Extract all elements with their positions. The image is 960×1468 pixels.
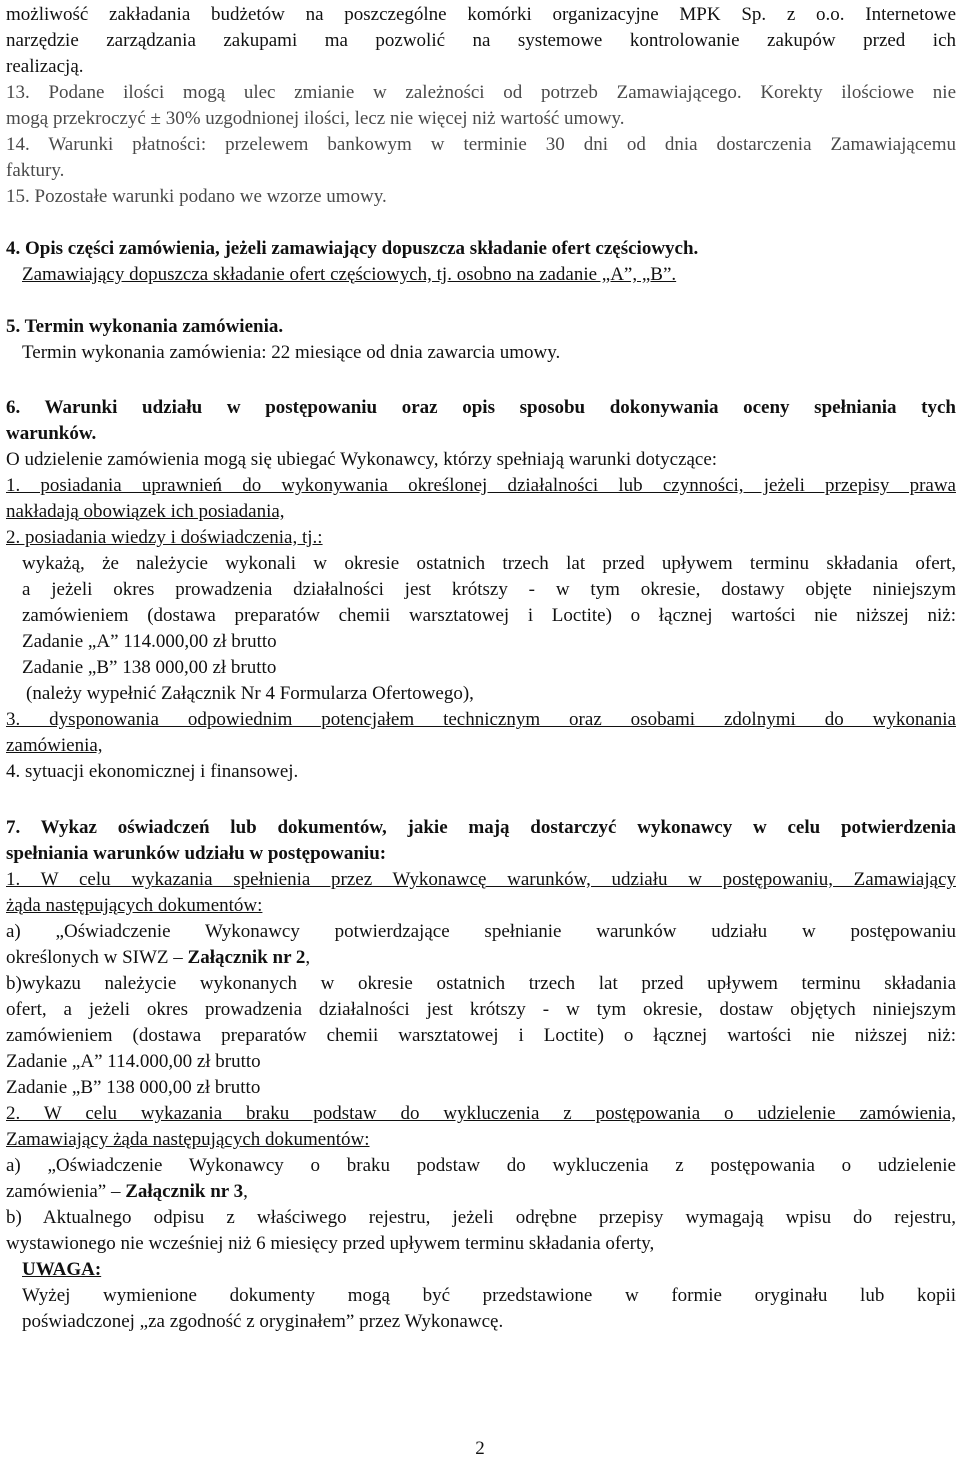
section-7-heading: 7. Wykaz oświadczeń lub dokumentów, jakie mają dostarczyć wykonawcy w celu potwierdzenia	[6, 817, 956, 838]
document-b: b)wykazu należycie wykonanych w okresie ostatnich trzech lat przed upływem terminu składania	[6, 973, 956, 994]
section-6-heading-cont: warunków.	[6, 423, 97, 444]
document-d: b) Aktualnego odpisu z właściwego rejestru, jeżeli odrębne przepisy wymagają wpisu do rejestru,	[6, 1207, 956, 1228]
document-a-text: określonych w SIWZ –	[6, 947, 188, 968]
text-line: 15. Pozostałe warunki podano we wzorze umowy.	[6, 186, 387, 207]
page-number: 2	[475, 1438, 485, 1459]
condition-4: 4. sytuacji ekonomicznej i finansowej.	[6, 761, 299, 782]
section-4-heading: 4. Opis części zamówienia, jeżeli zamawiający dopuszcza składanie ofert częściowych.	[6, 238, 699, 259]
text-line: realizacją.	[6, 56, 84, 77]
document-d-cont: wystawionego nie wcześniej niż 6 miesięcy przed upływem terminu składania oferty,	[6, 1233, 655, 1254]
zadanie-a-value: Zadanie „A” 114.000,00 zł brutto	[6, 1051, 261, 1072]
uwaga-text-cont: poświadczonej „za zgodność z oryginałem” przez Wykonawcę.	[22, 1311, 504, 1332]
condition-2: 2. posiadania wiedzy i doświadczenia, tj.:	[6, 527, 323, 548]
condition-2-text: a jeżeli okres prowadzenia działalności jest krótszy - w tym okresie, dostawy objęte niniejszym	[22, 579, 956, 600]
uwaga-label: UWAGA:	[22, 1259, 102, 1280]
section-5-text: Termin wykonania zamówienia: 22 miesiące od dnia zawarcia umowy.	[22, 342, 561, 363]
text-line: 13. Podane ilości mogą ulec zmianie w zależności od potrzeb Zamawiającego. Korekty ilościowe nie	[6, 82, 956, 103]
text-line: mogą przekroczyć ± 30% uzgodnionej ilości, lecz nie więcej niż wartość umowy.	[6, 108, 625, 129]
attachment-2-ref: Załącznik nr 2	[187, 947, 306, 968]
document-a-cont	[6, 945, 310, 971]
section-7-point-2-cont: Zamawiający żąda następujących dokumentów:	[6, 1129, 370, 1150]
document-c-end: ,	[243, 1181, 248, 1202]
condition-2-text: wykażą, że należycie wykonali w okresie ostatnich trzech lat przed upływem terminu składania ofert,	[22, 553, 956, 574]
document-a: a) „Oświadczenie Wykonawcy potwierdzające spełnianie warunków udziału w postępowaniu	[6, 921, 956, 942]
text-line: 14. Warunki płatności: przelewem bankowym w terminie 30 dni od dnia dostarczenia Zamawiającemu	[6, 134, 956, 155]
section-5-heading: 5. Termin wykonania zamówienia.	[6, 316, 284, 337]
document-c-text: zamówienia” –	[6, 1181, 126, 1202]
uwaga-text: Wyżej wymienione dokumenty mogą być przedstawione w formie oryginału lub kopii	[22, 1285, 956, 1306]
section-6-heading: 6. Warunki udziału w postępowaniu oraz opis sposobu dokonywania oceny spełniania tych	[6, 397, 956, 418]
section-7-point-2: 2. W celu wykazania braku podstaw do wykluczenia z postępowania o udzielenie zamówienia,	[6, 1103, 956, 1124]
document-a-end: ,	[305, 947, 311, 968]
document-c: a) „Oświadczenie Wykonawcy o braku podstaw do wykluczenia z postępowania o udzielenie	[6, 1155, 956, 1176]
document-b-cont: ofert, a jeżeli okres prowadzenia działalności jest krótszy - w tym okresie, dostaw objętych niniejszym	[6, 999, 956, 1020]
zadanie-b-value: Zadanie „B” 138 000,00 zł brutto	[22, 657, 277, 678]
section-7-point-1-cont: żąda następujących dokumentów:	[6, 895, 263, 916]
text-line: faktury.	[6, 160, 65, 181]
document-c-cont	[6, 1179, 248, 1205]
text-line: możliwość zakładania budżetów na poszczególne komórki organizacyjne MPK Sp. z o.o. Internetowe	[6, 4, 956, 25]
zadanie-b-value: Zadanie „B” 138 000,00 zł brutto	[6, 1077, 261, 1098]
condition-3: 3. dysponowania odpowiednim potencjałem technicznym oraz osobami zdolnymi do wykonania	[6, 709, 956, 730]
section-4-text: Zamawiający dopuszcza składanie ofert częściowych, tj. osobno na zadanie „A”, „B”.	[22, 264, 677, 285]
condition-3-cont: zamówienia,	[6, 735, 103, 756]
document-b-cont: zamówieniem (dostawa preparatów chemii warsztatowej i Loctite) o łącznej wartości nie niższej niż:	[6, 1025, 956, 1046]
condition-1-cont: nakładają obowiązek ich posiadania,	[6, 501, 285, 522]
condition-2-note: (należy wypełnić Załącznik Nr 4 Formularza Ofertowego),	[26, 683, 474, 704]
condition-2-text: zamówieniem (dostawa preparatów chemii warsztatowej i Loctite) o łącznej wartości nie niższej niż:	[22, 605, 956, 626]
attachment-3-ref: Załącznik nr 3	[125, 1181, 244, 1202]
section-7-heading-cont: spełniania warunków udziału w postępowaniu:	[6, 843, 387, 864]
text-line: narzędzie zarządzania zakupami ma pozwolić na systemowe kontrolowanie zakupów przed ich	[6, 30, 956, 51]
zadanie-a-value: Zadanie „A” 114.000,00 zł brutto	[22, 631, 277, 652]
condition-1: 1. posiadania uprawnień do wykonywania określonej działalności lub czynności, jeżeli przepisy prawa	[6, 475, 956, 496]
section-7-point-1: 1. W celu wykazania spełnienia przez Wykonawcę warunków, udziału w postępowaniu, Zamawiający	[6, 869, 956, 890]
section-6-intro: O udzielenie zamówienia mogą się ubiegać Wykonawcy, którzy spełniają warunki dotyczące:	[6, 449, 718, 470]
